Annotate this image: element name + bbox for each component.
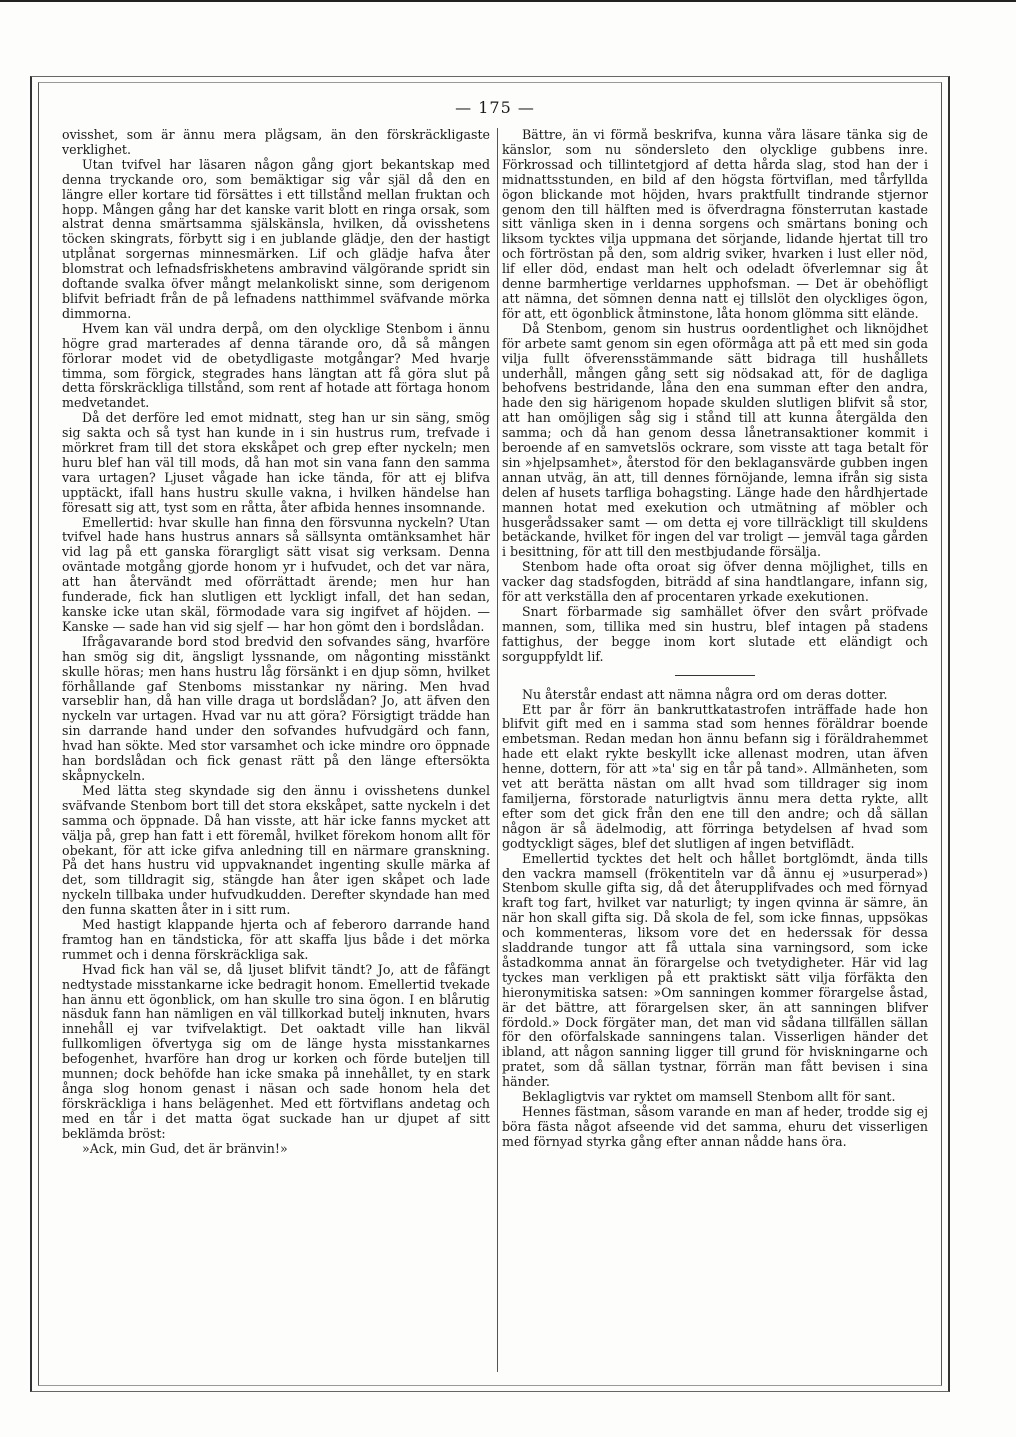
left-column (62, 128, 490, 1378)
paragraph: Emellertid tycktes det helt och hållet bortglömdt, ända tills den vackra mamsell (frökentiteln var då ännu ej »usurperad») Stenbom skulle gifta sig, då det återupplifvades och med förnyad kraft tog fart, hvilket var naturligt; ty ingen qvinna är sämre, än när hon skall gifta sig. Då skola de fel, som icke finnas, uppsökas och kommenteras, liksom vore det en hederssak för dessa sladdrande tungor att få uttala sina varningsord, som icke åstadkomma annat än förargelse och tvetydigheter. Här vid lag tyckes man verkligen på ett praktiskt sätt vilja förfäkta den hieronymitiska satsen: »Om sanningen kommer förargelse åstad, är det bättre, att förargelsen sker, än att sanningen blifver fördold.» Dock förgäter man, det man vid sådana tillfällen sällan för den oförfalskade sanningens talan. Visserligen händer det ibland, att någon sanning ligger till grund för hviskningarne och pratet, som då sällan tystnar, förrän man fått bevisen i sina händer. (502, 850, 928, 1090)
paragraph: Nu återstår endast att nämna några ord om deras dotter. (522, 686, 888, 702)
paragraph: Beklagligtvis var ryktet om mamsell Stenbom allt för sant. (522, 1089, 896, 1105)
section-divider (675, 675, 755, 676)
paragraph: »Ack, min Gud, det är bränvin!» (82, 1140, 288, 1156)
paragraph: Ett par år förr än bankruttkatastrofen inträffade hade hon blifvit gift med en i samma stad som hennes föräldrar boende embetsman. Redan medan hon ännu befann sig i föräldrahemmet hade ett elakt rykte beskyllt icke allenast modren, utan äfven henne, dottern, för att »ta' sig en tår på tand». Allmänheten, som vet att berätta nästan om allt hvad som tilldrager sig inom familjerna, förstorade naturligtvis ännu mera detta rykte, allt efter som det gick från den ene till den andre; och då sällan någon är så ädelmodig, att förringa betydelsen af hvad som godtyckligt säges, blef det slutligen af ingen betviflādt. (502, 701, 928, 851)
paragraph: Stenbom hade ofta oroat sig öfver denna möjlighet, tills en vacker dag stadsfogden, biträdd af sina handtlangare, infann sig, för att verkställa den af procentaren yrkade exekutionen. (502, 559, 928, 605)
paragraph: Utan tvifvel har läsaren någon gång gjort bekantskap med denna tryckande oro, som bemäktigar sig vår själ då den en längre eller kortare tid försättes i ett tillstånd mellan fruktan och hopp. Mången gång har det kanske varit blott en ringa orsak, som alstrat denna smärtsamma själskänsla, hvilken, då ovisshetens töcken skingrats, förbytt sig i en jublande glädje, den der hastigt utplånat sorgernas minnesmärken. Lif och glädje hafva åter blomstrat och lefnadsfriskhetens ambravind välgörande spridt sin doftande svalka öfver mångt melankoliskt sinne, som derigenom blifvit befriadt från de på lefnadens natthimmel sväfvande mörka dimmorna. (62, 156, 490, 321)
column-divider (497, 128, 498, 1372)
paragraph: Hennes fästman, såsom varande en man af heder, trodde sig ej böra fästa något afseende vid det samma, ehuru det visserligen med förnyad styrka gång efter annan nådde hans öra. (502, 1104, 928, 1149)
paragraph: Då det derföre led emot midnatt, steg han ur sin säng, smög sig sakta och så tyst han kunde in i sin hustrus rum, trefvade i mörkret fram till det stora ekskåpet och grep efter nyckeln; men huru blef han väl till mods, då han mot sin vana fann den samma vara urtagen? Ljuset vågade han icke tända, för att ej blifva upptäckt, ifall hans hustru skulle vakna, i hvilken händelse han föresatt sig att, tyst som en råtta, åter afbida hennes insomnande. (62, 410, 490, 515)
paragraph: Då Stenbom, genom sin hustrus oordentlighet och liknöjdhet för arbete samt genom sin egen oförmåga att på ett med sin goda vilja fullt öfverensstämmande sätt bidraga till hushållets underhåll, mången gång sett sig nödsakad att, för de dagliga behofvens bestridande, låna den ena summan efter den andra, hade den sig härigenom hopade skulden slutligen blifvit så stor, att han omöjligen såg sig i stånd till att kunna återgälda den samma; och då han genom dessa lånetransaktioner kommit i beroende af en samvetslös ockrare, som visste att taga betalt för sin »hjelpsamhet», återstod för den beklagansvärde gubben ingen annan utväg, än att, till dennes förnöjande, lemna ifrån sig sista delen af husets tarfliga bohagsting. Länge hade den hårdhjertade mannen hotat med exekution och utmätning af möbler och husgerådssaker samt — om detta ej vore tillräckligt till skuldens betäckande, hvilket för ingen del var troligt — jemväl taga gården i besittning, för att till den mestbjudande försälja. (502, 320, 928, 560)
paragraph: Snart förbarmade sig samhället öfver den svårt pröfvade mannen, som, tillika med sin hustru, blef intagen på stadens fattighus, der begge inom kort slutade ett eländigt och sorguppfyldt lif. (502, 604, 928, 664)
paragraph: Hvad fick han väl se, då ljuset blifvit tändt? Jo, att de fåfängt nedtystade misstankarne icke bedragit honom. Emellertid tvekade han ännu ett ögonblick, om han skulle tro sina ögon. I en blårutig näsduk fann han nämligen en väl tillkorkad butelj inknuten, hvars innehåll ej var tvifvelaktigt. Det oaktadt ville han likväl fullkomligen öfvertyga sig om de länge hysta misstankarnes befogenhet, hvarföre han drog ur korken och förde buteljen till munnen; dock behöfde han icke smaka på innehållet, ty en stark ånga slog honom genast i näsan och sade honom hela det förskräckliga i hans belägenhet. Med ett förtviflans andetag och med en tår i det matta ögat suckade han ur djupet af sitt beklämda bröst: (62, 961, 490, 1141)
page-number: — 175 — (455, 98, 535, 117)
paragraph: Med lätta steg skyndade sig den ännu i ovisshetens dunkel sväfvande Stenbom bort till det stora ekskåpet, satte nyckeln i det samma och öppnade. Då han visste, att här icke fanns mycket att välja på, grep han fatt i ett föremål, hvilket förekom honom allt för obekant, för att icke gifva anledning till en närmare granskning. På det hans hustru vid uppvaknandet ingenting skulle märka af det, som tilldragit sig, stängde han åter igen skåpet och lade nyckeln tillbaka under hufvudkudden. Derefter skyndade han med den funna skatten åter in i sitt rum. (62, 782, 490, 918)
top-edge-line (0, 0, 1016, 2)
right-column (502, 128, 928, 1378)
paragraph: Bättre, än vi förmå beskrifva, kunna våra läsare tänka sig de känslor, som nu söndersleto den olycklige gubbens inre. Förkrossad och tillintetgjord af detta hårda slag, stod han der i midnattsstunden, en bild af den högsta förtviflan, med tårfyllda ögon blickande mot höjden, hvars praktfullt tindrande stjernor genom den till hälften med is öfverdragna fönsterrutan kastade sitt vänliga sken in i denna sorgens och smärtans boning och liksom tycktes vilja uppmana det sörjande, lidande hjertat till tro och förtröstan på den, som aldrig sviker, hvarken i lust eller nöd, lif eller död, endast man helt och odeladt öfverlemnar sig åt denne barmhertige verldarnes upphofsman. — Det är obehöfligt att nämna, det sömnen denna natt ej tillslöt den olyckliges ögon, för att, ett ögonblick åtminstone, låta honom glömma sitt elände. (502, 128, 928, 321)
paragraph: Hvem kan väl undra derpå, om den olycklige Stenbom i ännu högre grad marterades af denna tärande oro, då så mången förlorar modet vid de obetydligaste motgångar? Med hvarje timma, som förgick, stegrades hans längtan att få göra slut på detta förskräckliga tillstånd, som rent af hotade att förtaga honom medvetandet. (62, 320, 490, 411)
paragraph: ovisshet, som är ännu mera plågsam, än den förskräckligaste verklighet. (62, 128, 490, 157)
paragraph: Ifrågavarande bord stod bredvid den sofvandes säng, hvarföre han smög sig dit, ängsligt lyssnande, om någonting misstänkt skulle höras; men hans hustru låg försänkt i en djup sömn, hvilket förhållande gaf Stenboms misstankar ny näring. Men hvad varseblir han, då han ville draga ut bordslådan? Jo, att äfven den nyckeln var urtagen. Hvad var nu att göra? Försigtigt trädde han sin darrande hand under den sofvandes hufvudgärd och fann, hvad han sökte. Med stor varsamhet och icke mindre oro öppnade han bordslådan och fick genast rätt på den länge eftersökta skåpnyckeln. (62, 633, 490, 783)
paragraph: Med hastigt klappande hjerta och af feberoro darrande hand framtog han en tändsticka, för att skaffa ljus både i det mörka rummet och i denna förskräckliga sak. (62, 917, 490, 962)
paragraph: Emellertid: hvar skulle han finna den försvunna nyckeln? Utan tvifvel hade hans hustrus annars så sällsynta omtänksamhet här vid lag på ett ganska förargligt sätt visat sig verksam. Denna oväntade motgång gjorde honom yr i hufvudet, och det var nära, att han återvändt med oförrättadt ärende; men hur han funderade, fick han slutligen ett lyckligt infall, det han sedan, kanske icke utan skäl, förmodade vara sig ingifvet af höjden. — Kanske — sade han vid sig sjelf — har hon gömt den i bordslådan. (62, 514, 490, 634)
